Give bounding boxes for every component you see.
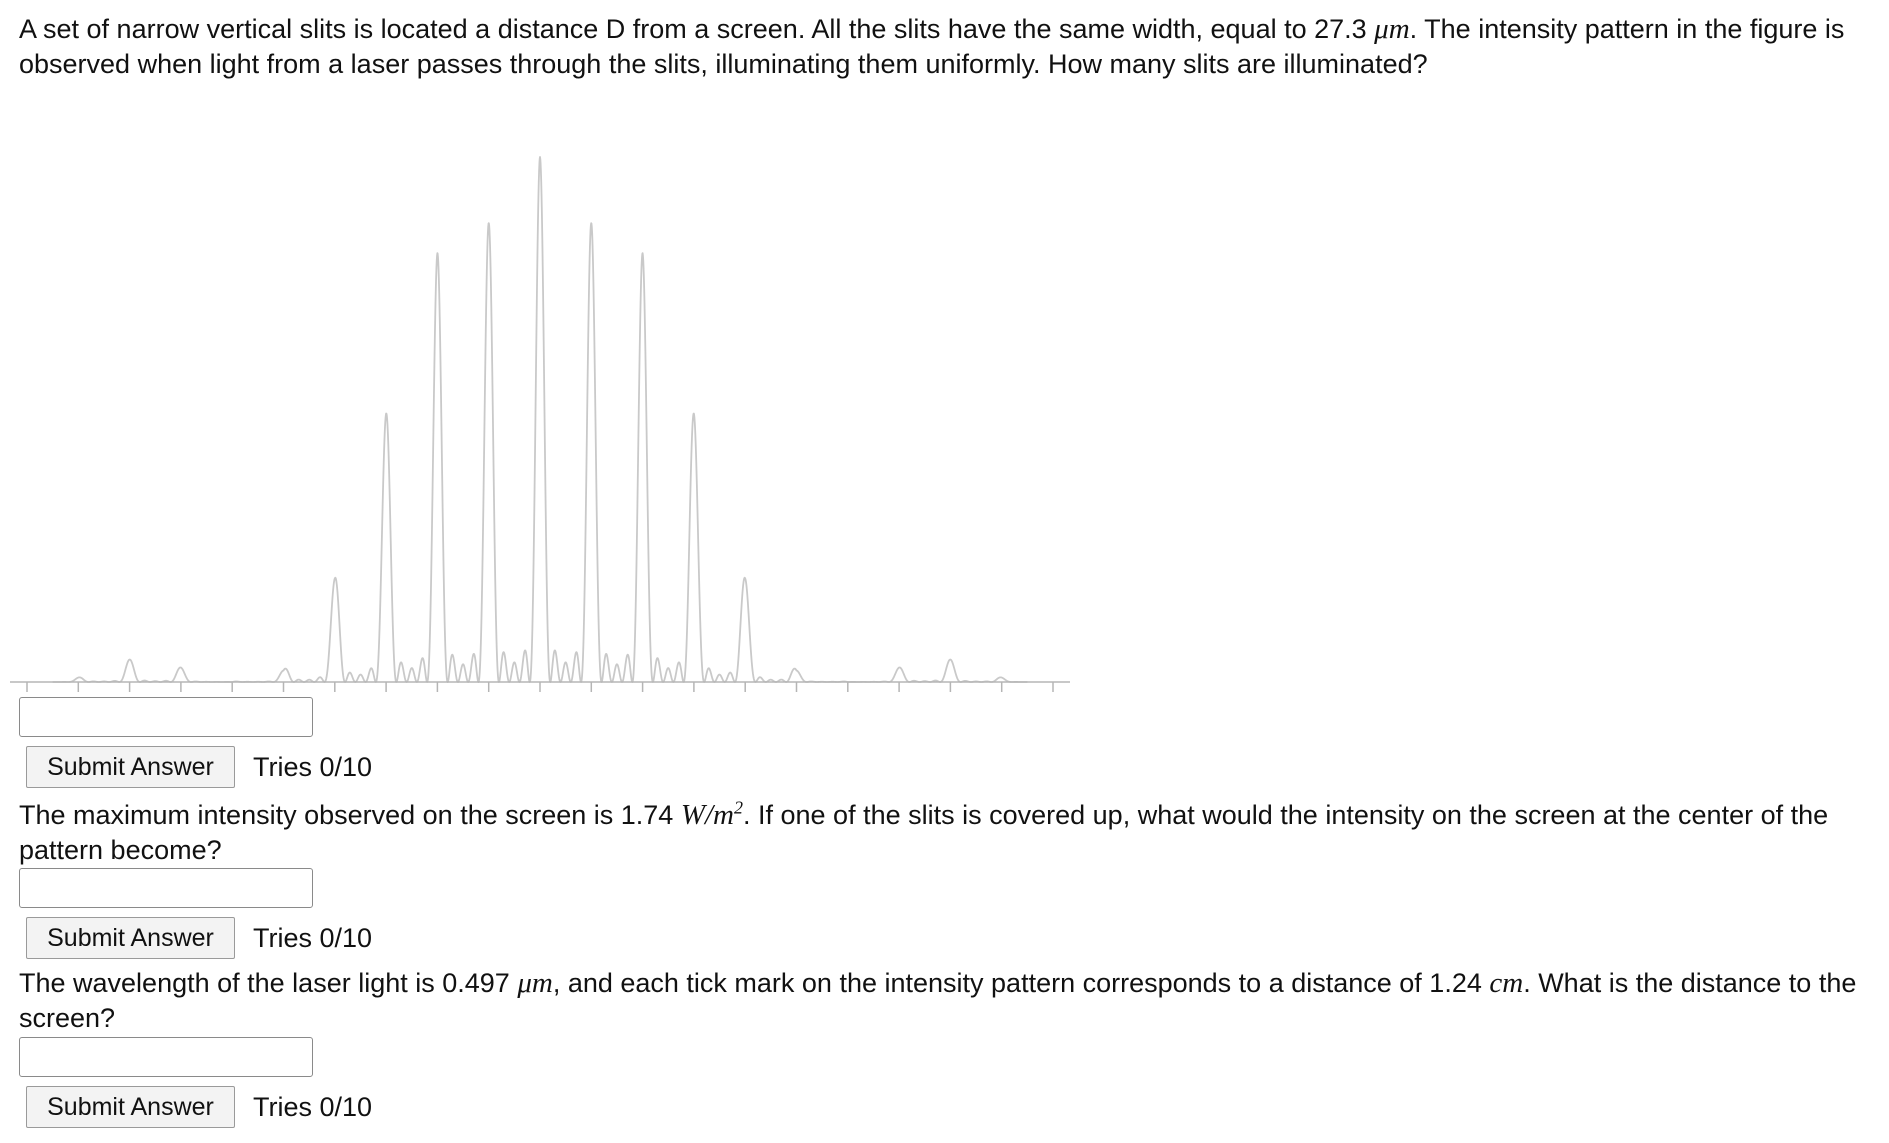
question-2-text-a: The maximum intensity observed on the screen is 1.74 — [19, 800, 681, 830]
principal-maximum-point — [744, 578, 746, 580]
question-1-text-a: A set of narrow vertical slits is located a distance D from a screen. All the slits have the same width, equal to 27.3 — [19, 14, 1375, 44]
question-3-text-b: , and each tick mark on the intensity pattern corresponds to a distance of 1.24 — [552, 968, 1490, 998]
question-3-unit-a: μm — [517, 967, 553, 999]
tries-counter-2: Tries 0/10 — [253, 923, 373, 953]
question-3-text-a: The wavelength of the laser light is 0.497 — [19, 968, 518, 998]
intensity-pattern-figure — [10, 150, 1070, 710]
submit-answer-button-1[interactable]: Submit Answer — [26, 746, 235, 788]
tries-counter-1: Tries 0/10 — [253, 752, 373, 782]
question-1-text — [19, 12, 1869, 82]
answer-input-3[interactable] — [19, 1037, 313, 1077]
question-2-unit — [681, 799, 743, 831]
principal-maxima — [283, 156, 798, 671]
principal-maximum-point — [539, 156, 541, 158]
question-1-text-b: . The intensity pattern in the figure is observed when light from a laser passes through the slits, illuminating them uniformly. How many slits are illuminated? — [19, 14, 1845, 79]
question-2-text-b: . If one of the slits is covered up, what would the intensity on the screen at the center of the pattern become? — [19, 800, 1829, 865]
answer-input-2[interactable] — [19, 868, 313, 908]
submit-answer-button-2[interactable]: Submit Answer — [26, 917, 235, 959]
principal-maximum-point — [283, 670, 285, 672]
principal-maximum-point — [334, 578, 336, 580]
principal-maximum-point — [488, 222, 490, 224]
question-1-unit: μm — [1374, 13, 1410, 45]
tries-counter-3: Tries 0/10 — [253, 1092, 373, 1122]
principal-maximum-point — [796, 670, 798, 672]
question-2-unit-exponent: 2 — [734, 797, 743, 818]
question-3-unit-b: cm — [1489, 967, 1524, 999]
x-axis — [10, 682, 1070, 692]
question-3-text-c: . What is the distance to the screen? — [19, 968, 1857, 1033]
submit-answer-button-3[interactable]: Submit Answer — [26, 1086, 235, 1128]
question-3-text — [19, 966, 1869, 1036]
principal-maximum-point — [385, 413, 387, 415]
question-2-unit-base: W/m — [680, 799, 734, 831]
principal-maximum-point — [642, 252, 644, 254]
question-2-text — [19, 798, 1869, 868]
intensity-curve — [53, 157, 1028, 682]
principal-maximum-point — [591, 222, 593, 224]
principal-maximum-point — [693, 413, 695, 415]
intensity-pattern-plot — [10, 150, 1070, 710]
principal-maximum-point — [437, 252, 439, 254]
answer-input-1[interactable] — [19, 697, 313, 737]
